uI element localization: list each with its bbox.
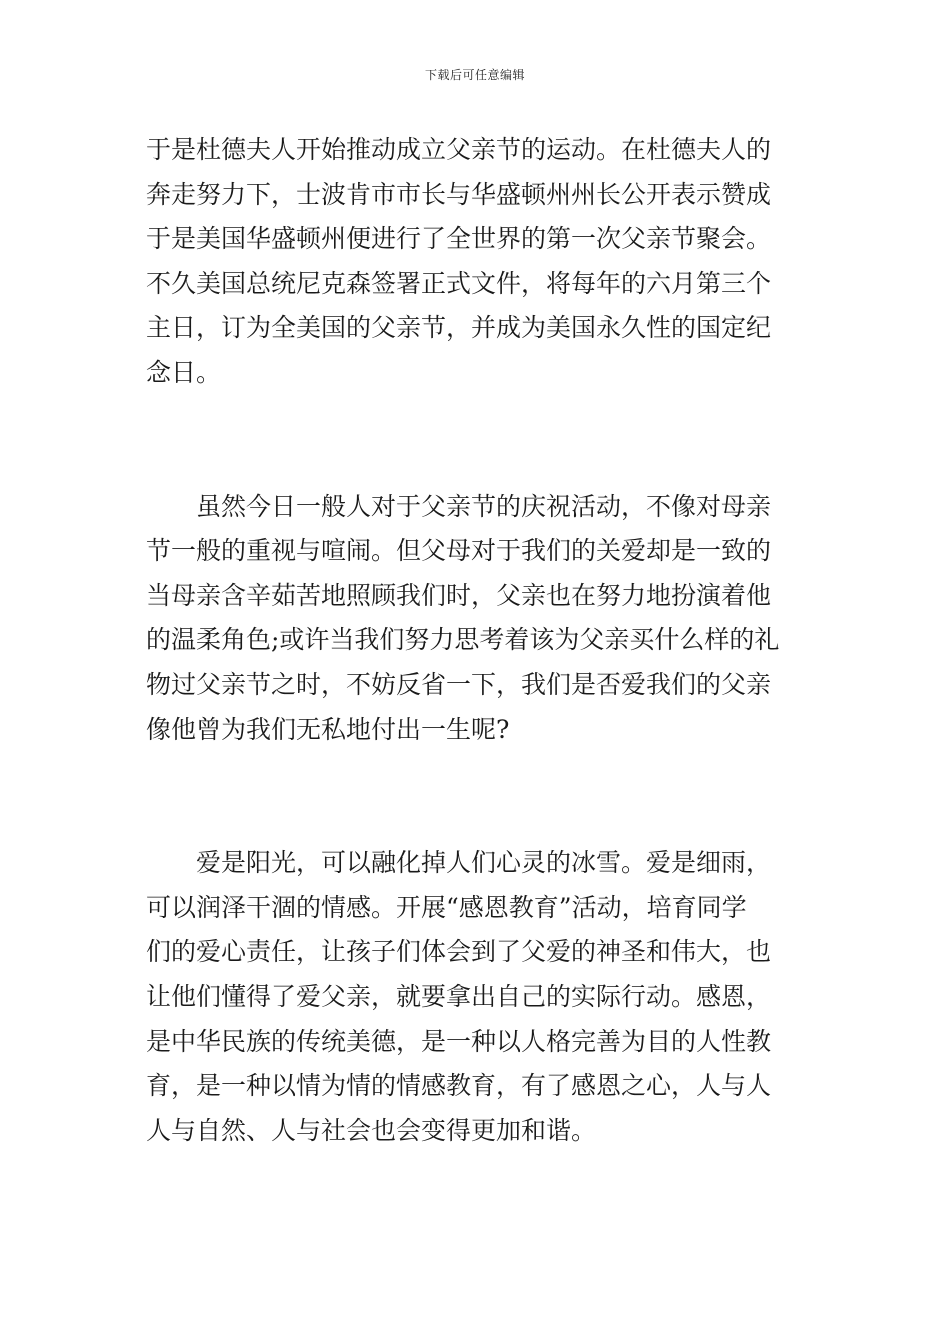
document-body xyxy=(146,128,814,1153)
text-line: 人与自然、人与社会也会变得更加和谐。 xyxy=(146,1115,597,1145)
text-line: 不久美国总统尼克森签署正式文件，将每年的六月第三个 xyxy=(146,268,772,298)
text-line: 于是美国华盛顿州便进行了全世界的第一次父亲节聚会。 xyxy=(146,224,772,254)
paragraph-2 xyxy=(146,485,814,753)
text-line: 像他曾为我们无私地付出一生呢? xyxy=(146,714,510,744)
text-line: 的温柔角色;或许当我们努力思考着该为父亲买什么样的礼 xyxy=(146,625,780,655)
text-line: 可以润泽干涸的情感。开展“感恩教育”活动，培育同学 xyxy=(146,892,747,922)
text-line: 念日。 xyxy=(146,357,222,387)
text-line: 节一般的重视与喧闹。但父母对于我们的关爱却是一致的 xyxy=(146,536,772,566)
text-line: 是中华民族的传统美德，是一种以人格完善为目的人性教 xyxy=(146,1026,772,1056)
text-line: 当母亲含辛茹苦地照顾我们时，父亲也在努力地扮演着他 xyxy=(146,580,772,610)
text-line: 奔走努力下，士波肯市市长与华盛顿州州长公开表示赞成 xyxy=(146,179,772,209)
paragraph-3 xyxy=(146,841,814,1153)
text-line: 让他们懂得了爱父亲，就要拿出自己的实际行动。感恩， xyxy=(146,981,772,1011)
page-header: 下载后可任意编辑 xyxy=(424,68,525,82)
text-line: 物过父亲节之时，不妨反省一下，我们是否爱我们的父亲 xyxy=(146,669,772,699)
paragraph-spacer xyxy=(146,752,814,841)
text-line: 爱是阳光，可以融化掉人们心灵的冰雪。爱是细雨， xyxy=(196,848,772,878)
text-line: 主日，订为全美国的父亲节，并成为美国永久性的国定纪 xyxy=(146,313,772,343)
paragraph-1 xyxy=(146,128,814,396)
text-line: 育，是一种以情为情的情感教育，有了感恩之心，人与人 xyxy=(146,1071,772,1101)
text-line: 们的爱心责任，让孩子们体会到了父爱的神圣和伟大，也 xyxy=(146,937,772,967)
text-line: 于是杜德夫人开始推动成立父亲节的运动。在杜德夫人的 xyxy=(146,135,772,164)
text-line: 虽然今日一般人对于父亲节的庆祝活动，不像对母亲 xyxy=(196,491,772,521)
paragraph-spacer xyxy=(146,396,814,485)
